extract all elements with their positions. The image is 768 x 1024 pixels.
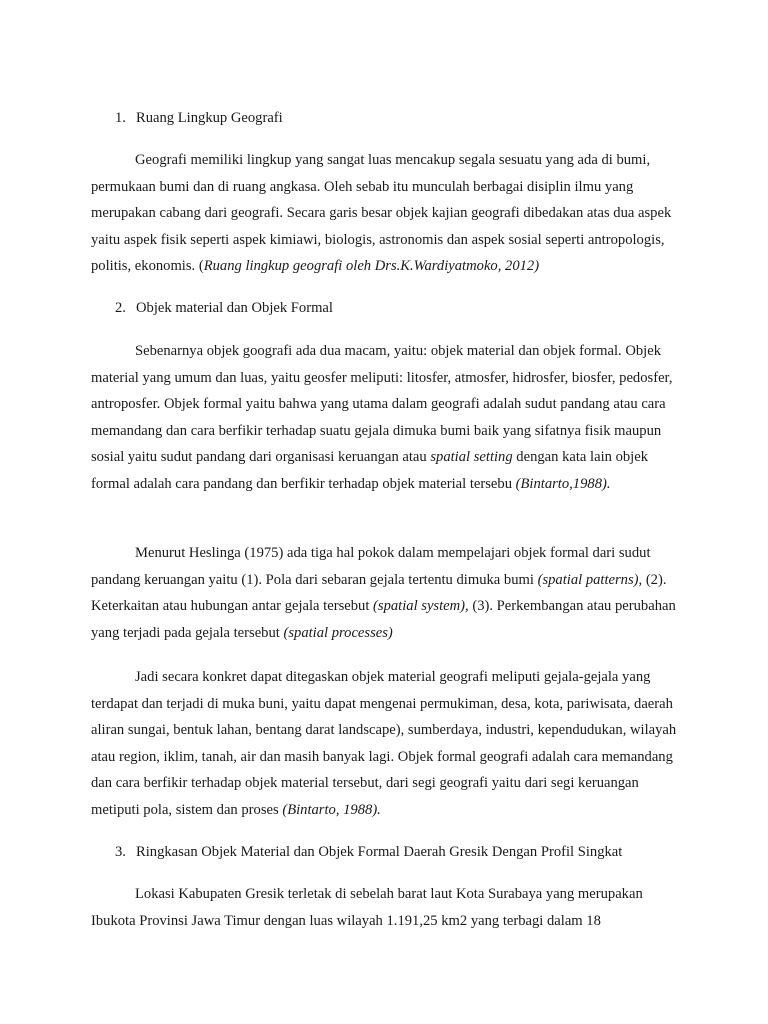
- section-title: Objek material dan Objek Formal: [136, 300, 333, 316]
- paragraph-text: dengan kata lain objek formal adalah cara pandang dan berfikir terhadap objek material tersebu: [91, 449, 649, 492]
- paragraph-konkret: [91, 664, 681, 824]
- italic-term: (spatial system),: [373, 598, 469, 615]
- section-number: 3.: [115, 844, 126, 860]
- paragraph-text: (3). Perkembangan atau perubahan yang terjadi pada gejala tersebut: [91, 598, 676, 641]
- section-title: Ringkasan Objek Material dan Objek Formal Daerah Gresik Dengan Profil Singkat: [136, 844, 623, 860]
- paragraph-text: Jadi secara konkret dapat ditegaskan objek material geografi meliputi gejala-gejala yang terdapat dan terjadi di muka buni, yaitu dapat mengenai permukiman, desa, kota, pariwisata, daerah aliran sungai, bentuk lahan, bentang darat landscape), sumberdaya, industri, kependudukan, wilayah atau region, iklim, tanah, air dan masih banyak lagi. Objek formal geografi adalah cara memandang dan cara berfikir terhadap objek material tersebut, dari segi geografi yaitu dari segi keruangan metiputi pola, sistem dan proses: [91, 669, 677, 818]
- citation: (Bintarto, 1988).: [282, 801, 381, 818]
- italic-term: spatial setting: [430, 449, 513, 466]
- section-heading-3: [115, 842, 622, 862]
- section-title: Ruang Lingkup Geografi: [136, 110, 283, 126]
- citation: Ruang lingkup geografi oleh Drs.K.Wardiyatmoko, 2012): [203, 258, 540, 275]
- paragraph-text: (2). Keterkaitan atau hubungan antar gejala tersebut: [91, 571, 667, 615]
- section-heading-1: [115, 108, 283, 128]
- paragraph-text: Sebenarnya objek goografi ada dua macam, yaitu: objek material dan objek formal. Objek material yang umum dan luas, yaitu geosfer meliputi: litosfer, atmosfer, hidrosfer, biosfer, pedosfer, antroposfer. Objek formal yaitu bahwa yang utama dalam geografi adalah sudut pandang atau cara memandang dan cara berfikir terhadap suatu gejala dimuka bumi baik yang sifatnya fisik maupun sosial yaitu sudut pandang dari organisasi keruangan atau: [91, 343, 673, 466]
- section-heading-2: [115, 298, 333, 318]
- paragraph-gresik: [91, 881, 681, 934]
- section-number: 1.: [115, 110, 126, 126]
- paragraph-heslinga: [91, 540, 681, 646]
- italic-term: (spatial patterns),: [537, 571, 643, 588]
- paragraph-ruang-lingkup: [91, 147, 681, 280]
- italic-term: (spatial processes): [283, 624, 393, 641]
- paragraph-text: Geografi memiliki lingkup yang sangat luas mencakup segala sesuatu yang ada di bumi, permukaan bumi dan di ruang angkasa. Oleh sebab itu munculah berbagai disiplin ilmu yang merupakan cabang dari geografi. Secara garis besar objek kajian geografi dibedakan atas dua aspek yaitu aspek fisik seperti aspek kimiawi, biologis, astronomis dan aspek sosial seperti antropologis, politis, ekonomis. (: [91, 152, 672, 275]
- section-number: 2.: [115, 300, 126, 316]
- paragraph-text: Lokasi Kabupaten Gresik terletak di sebelah barat laut Kota Surabaya yang merupakan Ibukota Provinsi Jawa Timur dengan luas wilayah 1.191,25 km2 yang terbagi dalam 18: [91, 886, 643, 929]
- paragraph-objek-material: [91, 338, 681, 498]
- citation: (Bintarto,1988).: [515, 475, 611, 492]
- paragraph-text: Menurut Heslinga (1975) ada tiga hal pokok dalam mempelajari objek formal dari sudut pandang keruangan yaitu (1). Pola dari sebaran gejala tertentu dimuka bumi: [91, 545, 651, 588]
